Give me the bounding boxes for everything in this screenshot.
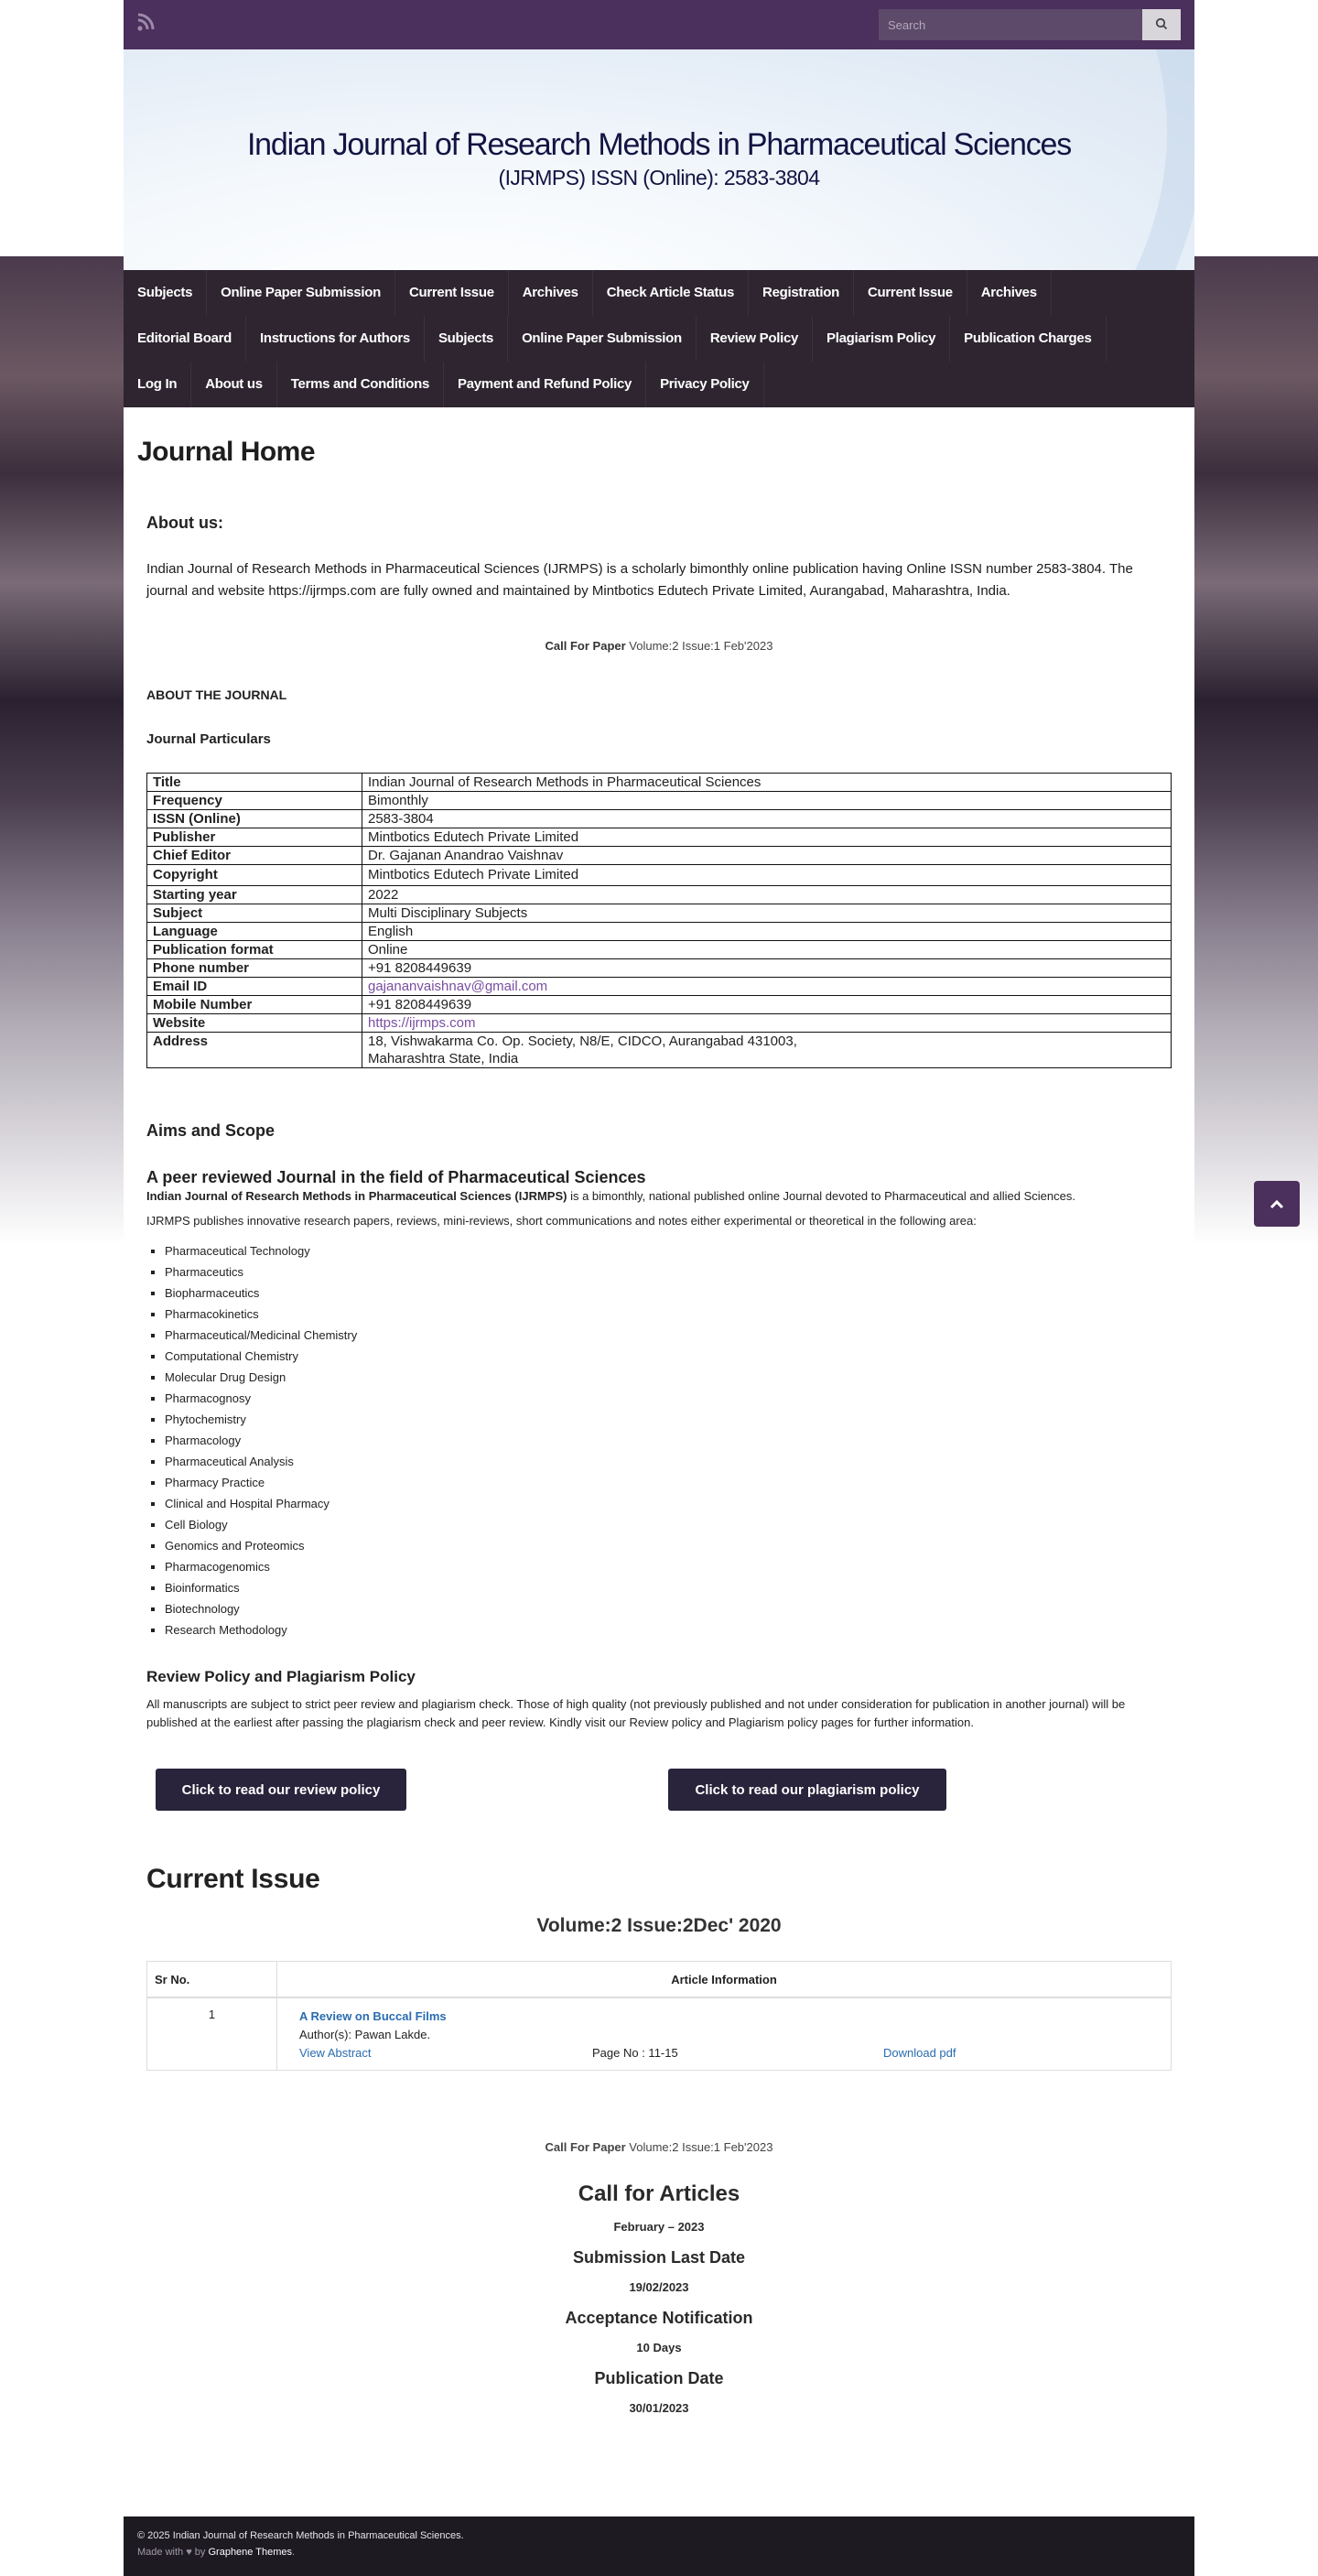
call-for-paper-label: Call For Paper	[545, 639, 626, 653]
list-item: ▪ Bioinformatics	[165, 1577, 1172, 1598]
nav-item-log-in[interactable]: Log In	[124, 362, 191, 407]
list-item: ▪ Pharmaceutical/Medicinal Chemistry	[165, 1325, 1172, 1346]
list-item: ▪ Computational Chemistry	[165, 1346, 1172, 1367]
list-item: ▪ Pharmaceutical Technology	[165, 1240, 1172, 1261]
table-row: Copyright Mintbotics Edutech Private Limited	[147, 865, 1172, 886]
list-item: ▪ Pharmacy Practice	[165, 1472, 1172, 1493]
nav-item-archives[interactable]: Archives	[509, 270, 593, 316]
list-item: ▪ Pharmacogenomics	[165, 1556, 1172, 1577]
search-input[interactable]	[879, 9, 1142, 40]
review-policy-heading: Review Policy and Plagiarism Policy	[146, 1668, 416, 1685]
column-header-sr-no: Sr No.	[147, 1962, 277, 1998]
nav-item-editorial-board[interactable]: Editorial Board	[124, 316, 246, 362]
scroll-to-top-button[interactable]	[1254, 1181, 1300, 1227]
table-row: Language English	[147, 923, 1172, 941]
table-row: Title Indian Journal of Research Methods in Pharmaceutical Sciences	[147, 774, 1172, 792]
acceptance-notification-value: 10 Days	[636, 2341, 682, 2354]
nav-item-current-issue[interactable]: Current Issue	[395, 270, 509, 316]
table-row	[147, 1997, 1172, 2071]
nav-item-subjects[interactable]: Subjects	[124, 270, 207, 316]
list-item: ▪ Biopharmaceutics	[165, 1283, 1172, 1304]
nav-item-registration[interactable]: Registration	[749, 270, 854, 316]
subject-areas-list	[146, 1240, 1172, 1640]
chevron-up-icon	[1269, 1199, 1284, 1210]
nav-item-review-policy[interactable]: Review Policy	[697, 316, 813, 362]
article-actions	[299, 2044, 1171, 2062]
nav-item-plagiarism-policy[interactable]: Plagiarism Policy	[813, 316, 950, 362]
table-row: Frequency Bimonthly	[147, 792, 1172, 810]
policy-buttons	[146, 1769, 1172, 1813]
footer-credits: Made with ♥ by Graphene Themes.	[137, 2547, 296, 2558]
page-title: Journal Home	[137, 437, 316, 467]
journal-particulars-table	[146, 773, 1172, 1068]
nav-item-privacy-policy[interactable]: Privacy Policy	[646, 362, 764, 407]
list-item: ▪ Molecular Drug Design	[165, 1367, 1172, 1388]
about-text: Indian Journal of Research Methods in Pharmaceutical Sciences (IJRMPS) is a scholarly bimonthly online publication having Online ISSN number 2583-3804. The journal and website https://ijrmps.com are fully owned and maintained by Mintbotics Edutech Private Limited, Aurangabad, Maharashtra, India.	[146, 561, 1133, 599]
table-row: Starting year 2022	[147, 886, 1172, 904]
site-footer	[124, 2516, 1194, 2576]
page-container	[124, 0, 1194, 2576]
nav-item-instructions-for-authors[interactable]: Instructions for Authors	[246, 316, 425, 362]
table-row: Mobile Number +91 8208449639	[147, 996, 1172, 1014]
table-row: ISSN (Online) 2583-3804	[147, 810, 1172, 828]
submission-last-date: 19/02/2023	[629, 2280, 689, 2294]
column-header-article-info: Article Information	[277, 1962, 1172, 1998]
heart-icon: ♥	[186, 2547, 192, 2558]
call-for-articles	[146, 2181, 1172, 2415]
site-title[interactable]: Indian Journal of Research Methods in Pharmaceutical Sciences	[246, 127, 1072, 162]
main-content	[124, 437, 1194, 2415]
download-pdf-link[interactable]: Download pdf	[883, 2046, 956, 2060]
about-heading: About us:	[146, 514, 223, 532]
call-for-paper-banner	[146, 639, 1172, 653]
publishes-text: IJRMPS publishes innovative research papers, reviews, mini-reviews, short communications and notes either experimental or theoretical in the following area:	[146, 1214, 977, 1228]
content-body	[137, 514, 1181, 2415]
list-item: ▪ Research Methodology	[165, 1619, 1172, 1640]
table-row: Subject Multi Disciplinary Subjects	[147, 904, 1172, 923]
list-item: ▪ Pharmaceutics	[165, 1261, 1172, 1283]
list-item: ▪ Pharmaceutical Analysis	[165, 1451, 1172, 1472]
email-link[interactable]: gajananvaishnav@gmail.com	[368, 979, 548, 994]
article-info	[277, 1997, 1172, 2071]
header-banner	[124, 49, 1194, 270]
table-row: Chief Editor Dr. Gajanan Anandrao Vaishnav	[147, 847, 1172, 865]
list-item: ▪ Biotechnology	[165, 1598, 1172, 1619]
call-for-paper-banner-2: Call For Paper Volume:2 Issue:1 Feb'2023	[545, 2140, 773, 2154]
theme-credit-link[interactable]: Graphene Themes	[208, 2547, 293, 2558]
nav-item-terms-and-conditions[interactable]: Terms and Conditions	[277, 362, 444, 407]
address-line-1: 18, Vishwakarma Co. Op. Society, N8/E, CIDCO, Aurangabad 431003,	[368, 1034, 797, 1049]
about-journal-heading: ABOUT THE JOURNAL	[146, 687, 287, 702]
article-title-link[interactable]: A Review on Buccal Films	[299, 2009, 447, 2023]
plagiarism-policy-button[interactable]: Click to read our plagiarism policy	[668, 1769, 946, 1811]
call-for-articles-heading: Call for Articles	[578, 2181, 740, 2206]
review-policy-button[interactable]: Click to read our review policy	[156, 1769, 406, 1811]
table-row: Website https://ijrmps.com	[147, 1014, 1172, 1033]
view-abstract-link[interactable]: View Abstract	[299, 2046, 372, 2060]
nav-item-subjects-2[interactable]: Subjects	[425, 316, 508, 362]
publication-date: 30/01/2023	[629, 2401, 689, 2415]
search-button[interactable]	[1142, 9, 1181, 40]
article-authors: Author(s): Pawan Lakde.	[299, 2028, 431, 2041]
publication-date-label: Publication Date	[594, 2369, 724, 2387]
acceptance-notification-label: Acceptance Notification	[565, 2309, 753, 2327]
address-line-2: Maharashtra State, India	[368, 1051, 519, 1066]
call-for-paper-value: Volume:2 Issue:1 Feb'2023	[629, 639, 773, 653]
aims-heading: Aims and Scope	[146, 1121, 275, 1140]
table-row: Publication format Online	[147, 941, 1172, 959]
nav-row-2	[124, 316, 1194, 362]
nav-row-3	[124, 362, 1194, 407]
list-item: ▪ Pharmacognosy	[165, 1388, 1172, 1409]
nav-row-1	[124, 270, 1194, 316]
list-item: ▪ Genomics and Proteomics	[165, 1535, 1172, 1556]
table-row: Email ID gajananvaishnav@gmail.com	[147, 978, 1172, 996]
nav-item-publication-charges[interactable]: Publication Charges	[950, 316, 1106, 362]
nav-item-check-article-status[interactable]: Check Article Status	[593, 270, 749, 316]
list-item: ▪ Pharmacokinetics	[165, 1304, 1172, 1325]
current-issue-table	[146, 1961, 1172, 2071]
peer-review-heading: A peer reviewed Journal in the field of Pharmaceutical Sciences	[146, 1168, 646, 1186]
search-form	[879, 9, 1181, 40]
nav-item-online-paper-submission-2[interactable]: Online Paper Submission	[508, 316, 697, 362]
article-sr-no: 1	[147, 1997, 277, 2071]
site-subtitle: (IJRMPS) ISSN (Online): 2583-3804	[498, 166, 820, 189]
call-month: February – 2023	[613, 2220, 705, 2234]
review-policy-text: All manuscripts are subject to strict peer review and plagiarism check. Those of high quality (not previously published and not under consideration for publication in another journal) will be published at the earliest after passing the plagiarism check and peer review. Kindly visit our Review policy and Plagiarism policy pages for further information.	[146, 1697, 1126, 1729]
nav-item-about-us[interactable]: About us	[191, 362, 277, 407]
list-item: ▪ Pharmacology	[165, 1430, 1172, 1451]
nav-item-payment-and-refund-policy[interactable]: Payment and Refund Policy	[444, 362, 646, 407]
journal-particulars-heading: Journal Particulars	[146, 731, 271, 747]
list-item: ▪ Phytochemistry	[165, 1409, 1172, 1430]
list-item: ▪ Cell Biology	[165, 1514, 1172, 1535]
current-issue-heading: Current Issue	[146, 1864, 320, 1894]
main-navigation	[124, 270, 1194, 407]
rss-icon[interactable]	[136, 12, 157, 34]
table-row: Address 18, Vishwakarma Co. Op. Society, N8/E, CIDCO, Aurangabad 431003, Maharashtra State, India	[147, 1033, 1172, 1068]
footer-copyright: © 2025 Indian Journal of Research Methods in Pharmaceutical Sciences.	[137, 2530, 464, 2541]
nav-item-online-paper-submission[interactable]: Online Paper Submission	[207, 270, 395, 316]
table-row: Publisher Mintbotics Edutech Private Limited	[147, 828, 1172, 847]
nav-item-archives-2[interactable]: Archives	[967, 270, 1052, 316]
article-pages: Page No : 11-15	[592, 2046, 678, 2060]
table-row: Phone number +91 8208449639	[147, 959, 1172, 978]
journal-description: Indian Journal of Research Methods in Pharmaceutical Sciences (IJRMPS) is a bimonthly, national published online Journal devoted to Pharmaceutical and allied Sciences.	[146, 1189, 1075, 1203]
top-bar	[124, 0, 1194, 49]
search-icon	[1155, 17, 1168, 30]
issue-volume: Volume:2 Issue:2Dec' 2020	[536, 1915, 782, 1936]
list-item: ▪ Clinical and Hospital Pharmacy	[165, 1493, 1172, 1514]
nav-item-current-issue-2[interactable]: Current Issue	[854, 270, 967, 316]
website-link[interactable]: https://ijrmps.com	[368, 1015, 476, 1031]
submission-last-date-label: Submission Last Date	[572, 2248, 746, 2267]
